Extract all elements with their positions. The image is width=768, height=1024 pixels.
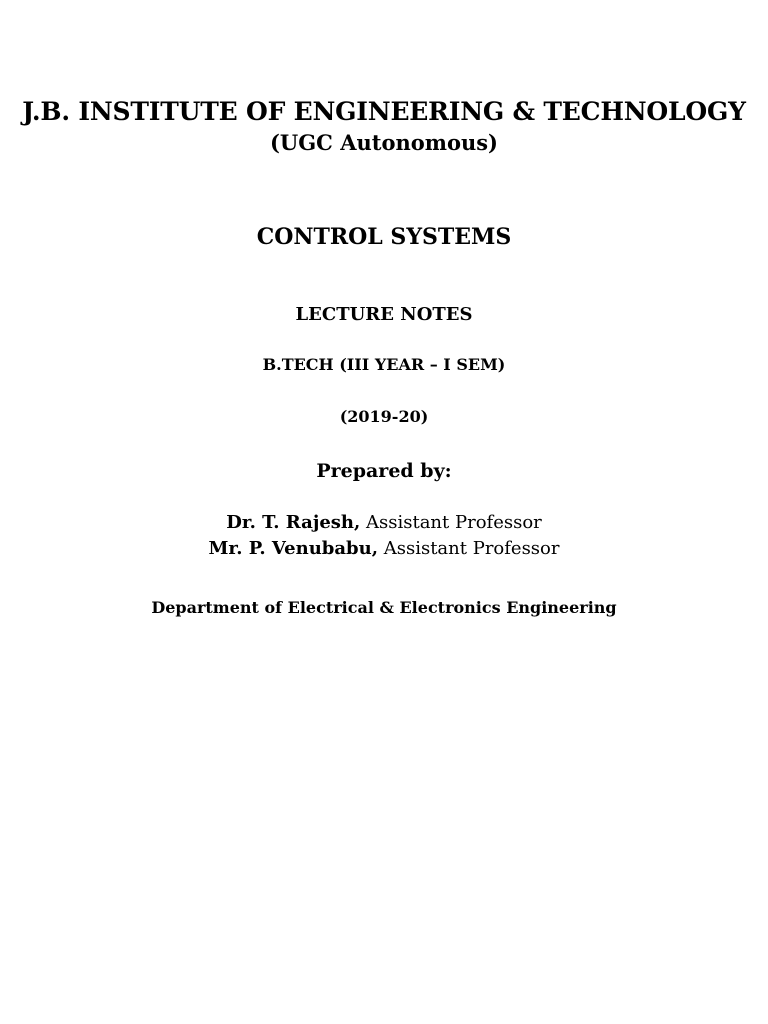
author-name: Dr. T. Rajesh,: [226, 512, 361, 533]
document-type: LECTURE NOTES: [295, 304, 473, 325]
subject-title: CONTROL SYSTEMS: [256, 224, 512, 250]
prepared-by-label: Prepared by:: [316, 460, 452, 482]
author-role: Assistant Professor: [378, 538, 560, 559]
author-line-venubabu: [0, 540, 768, 558]
institute-name: J.B. INSTITUTE OF ENGINEERING & TECHNOLOGY: [22, 97, 746, 126]
department-name: Department of Electrical & Electronics Engineering: [151, 598, 617, 617]
course-semester: B.TECH (III YEAR – I SEM): [262, 355, 506, 374]
academic-year: (2019-20): [339, 407, 429, 426]
autonomous-status: (UGC Autonomous): [269, 130, 498, 155]
author-name: Mr. P. Venubabu,: [208, 538, 378, 559]
author-line-rajesh: [0, 514, 768, 532]
author-role: Assistant Professor: [360, 512, 542, 533]
